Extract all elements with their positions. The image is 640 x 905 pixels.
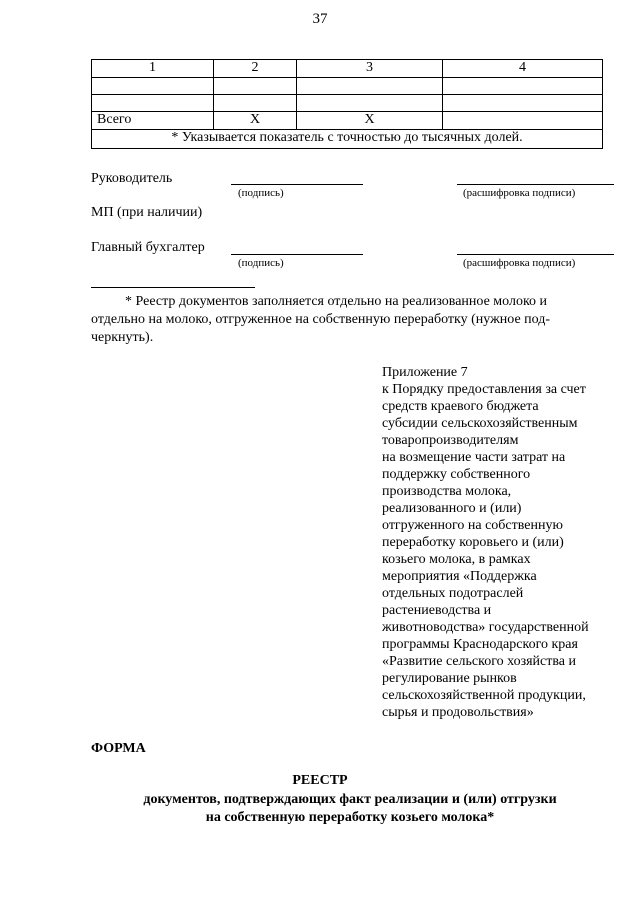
director-decoding-caption: (расшифровка подписи) [463,187,576,199]
accountant-signature-line [231,254,363,255]
table-cell [297,77,443,94]
accountant-decoding-line [457,254,614,255]
table-header-cell: 3 [297,60,443,78]
table-header-row [92,60,603,78]
appendix-line: отгруженного на собственную [382,518,563,533]
appendix-line: средств краевого бюджета [382,399,539,414]
registry-subtitle-line2: на собственную переработку козьего молока* [205,810,495,825]
appendix-line: поддержку собственного [382,467,531,482]
table-cell [214,77,297,94]
table-cell [92,77,214,94]
table-total-row [92,111,603,129]
appendix-line: переработку коровьего и (или) [382,535,564,550]
table-cell [443,77,603,94]
table-row [92,94,603,111]
accountant-label: Главный бухгалтер [91,240,205,255]
appendix-line: товаропроизводителям [382,433,519,448]
director-signature-line [231,184,363,185]
appendix-line: отдельных подотраслей [382,586,524,601]
total-cell: Х [297,111,443,129]
total-cell: Х [214,111,297,129]
appendix-line: субсидии сельскохозяйственным [382,416,578,431]
data-table [91,59,603,149]
footnote: * Реестр документов заполняется отдельно на реализованное молоко и отдельно на молоко, отгруженное на собственную переработку (нужное подчеркнуть). [91,294,551,345]
page-number: 37 [312,11,328,27]
table-header-cell: 2 [214,60,297,78]
table-cell [297,94,443,111]
appendix-line: сельскохозяйственной продукции, [382,688,586,703]
total-label: Всего [92,111,214,129]
accountant-signature-caption: (подпись) [238,257,284,269]
footnote-divider [91,287,255,288]
appendix-line: «Развитие сельского хозяйства и [382,654,577,669]
appendix-line: сырья и продовольствия» [382,705,534,720]
director-label: Руководитель [91,171,173,186]
table-header-cell: 1 [92,60,214,78]
table-note-row [92,129,603,148]
table-cell [214,94,297,111]
appendix-line: козьего молока, в рамках [382,552,531,567]
appendix-line: Приложение 7 [382,365,468,380]
form-label: ФОРМА [91,741,146,756]
appendix-line: животноводства» государственной [382,620,589,635]
appendix-line: программы Краснодарского края [382,637,578,652]
appendix-line: производства молока, [382,484,512,499]
appendix-line: регулирование рынков [382,671,517,686]
registry-subtitle-line1: документов, подтверждающих факт реализации и (или) отгрузки [143,792,557,807]
appendix-line: к Порядку предоставления за счет [382,382,586,397]
appendix-line: мероприятия «Поддержка [382,569,537,584]
registry-title: РЕЕСТР [292,773,348,788]
appendix-line: на возмещение части затрат на [382,450,566,465]
table-cell [443,94,603,111]
table-row [92,77,603,94]
director-signature-caption: (подпись) [238,187,284,199]
table-note: * Указывается показатель с точностью до тысячных долей. [92,129,603,148]
total-cell [443,111,603,129]
accountant-decoding-caption: (расшифровка подписи) [463,257,576,269]
appendix-line: растениеводства и [382,603,492,618]
table-header-cell: 4 [443,60,603,78]
table-cell [92,94,214,111]
seal-label: МП (при наличии) [91,205,203,220]
appendix-block [382,364,612,721]
director-decoding-line [457,184,614,185]
appendix-line: реализованного и (или) [382,501,522,516]
